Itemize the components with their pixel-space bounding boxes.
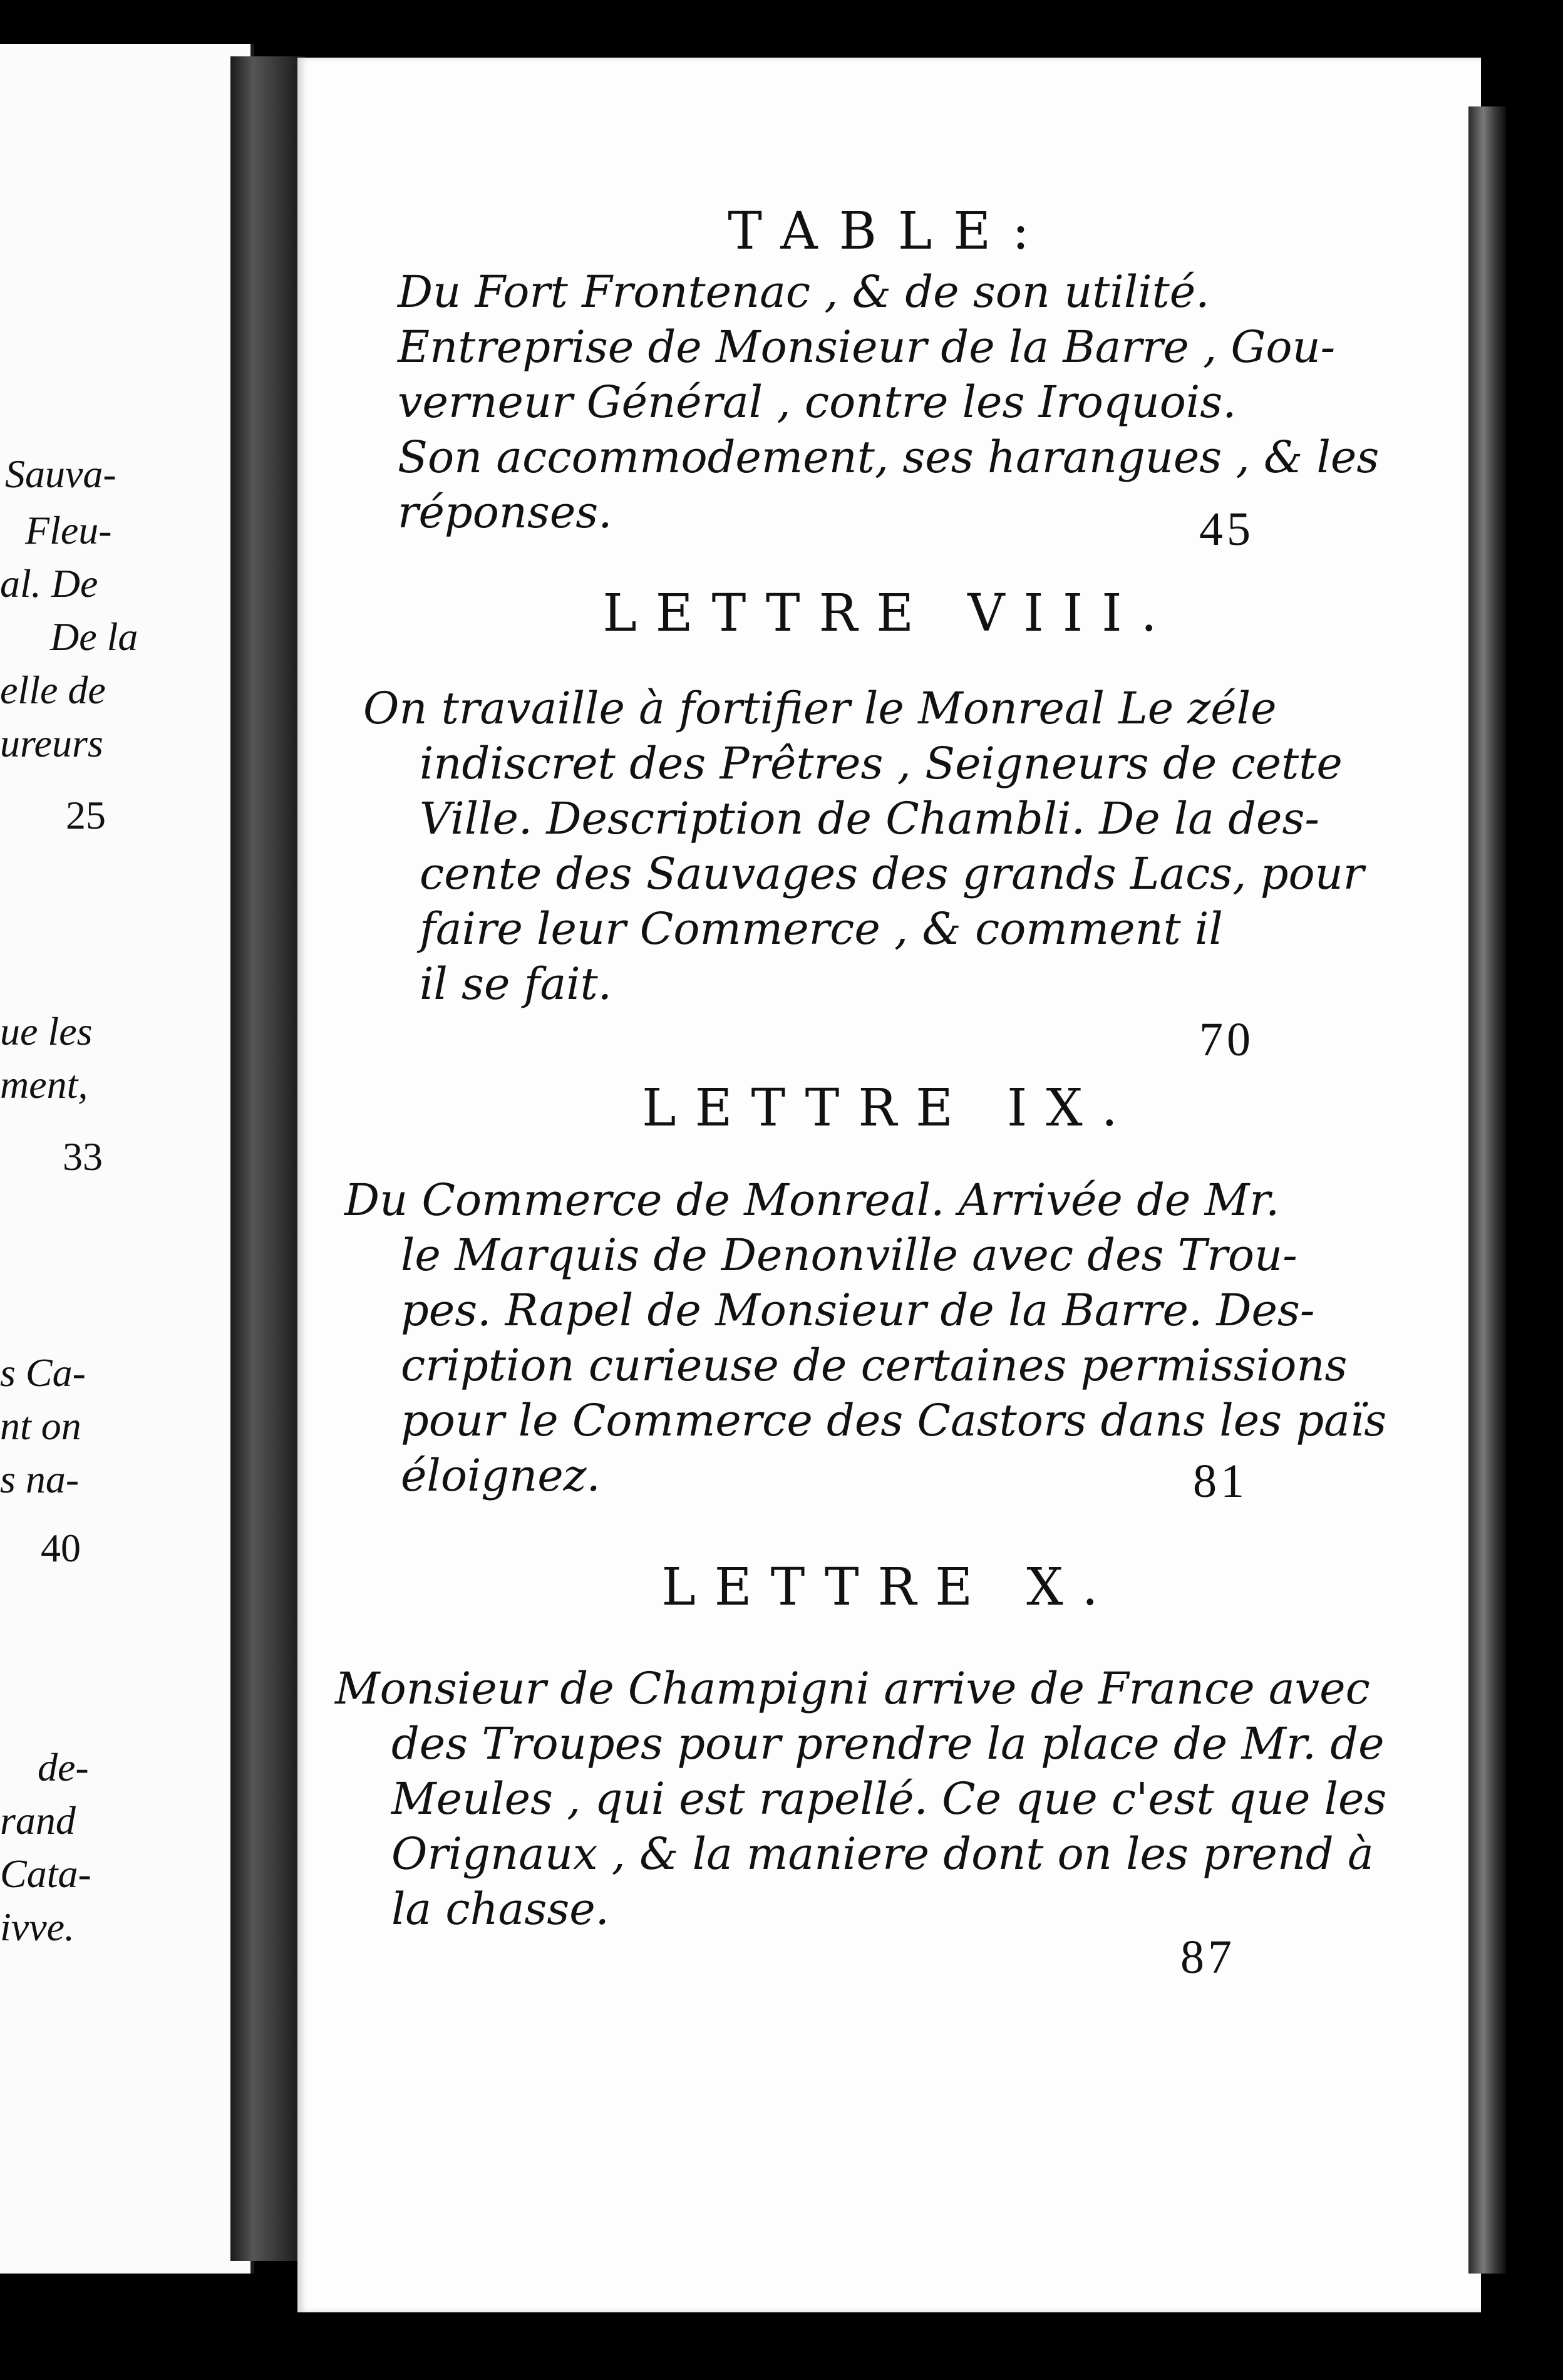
entry-line: Monsieur de Champigni arrive de France avec	[335, 1663, 1370, 1714]
left-fragment: ureurs	[0, 721, 103, 765]
entry-line: indiscret des Prêtres , Seigneurs de cette	[420, 738, 1343, 789]
left-fragment: nt on	[0, 1404, 81, 1448]
left-page	[0, 44, 254, 2274]
letter-heading: LETTRE X.	[661, 1558, 1117, 1617]
entry-line: faire leur Commerce , & comment il	[420, 903, 1223, 955]
left-fragment: Sauva-	[5, 452, 116, 496]
entry-line: Meules , qui est rapellé. Ce que c'est que les	[391, 1773, 1387, 1824]
left-fragment: Fleu-	[25, 508, 112, 552]
entry-line: pour le Commerce des Castors dans les païs	[401, 1395, 1387, 1446]
left-page-number: 40	[41, 1526, 81, 1570]
entry-line: éloignez.	[401, 1450, 601, 1501]
entry-line: la chasse.	[391, 1883, 609, 1935]
running-head: TABLE:	[728, 202, 1051, 261]
entry-line: cente des Sauvages des grands Lacs, pour	[420, 848, 1364, 899]
entry-line: Son accommodement, ses harangues , & les	[398, 432, 1380, 483]
left-fragment: s Ca-	[0, 1350, 86, 1395]
toc-entry	[398, 264, 1380, 540]
entry-line: cription curieuse de certaines permissions	[401, 1340, 1348, 1391]
page-edge	[1468, 106, 1506, 2274]
left-fragment: s na-	[0, 1457, 80, 1501]
toc-entry	[363, 681, 1364, 1011]
entry-line: pes. Rapel de Monsieur de la Barre. Des-	[401, 1285, 1315, 1336]
page-reference: 81	[1193, 1455, 1248, 1508]
entry-line: Orignaux , & la maniere dont on les prend à	[391, 1828, 1374, 1880]
left-fragment: elle de	[0, 668, 106, 712]
entry-line: réponses.	[398, 487, 612, 538]
page-reference: 70	[1199, 1013, 1254, 1066]
entry-line: Entreprise de Monsieur de la Barre , Gou-	[398, 321, 1336, 373]
left-fragment: De la	[50, 614, 138, 659]
letter-heading: LETTRE IX.	[642, 1079, 1137, 1138]
entry-line: On travaille à fortifier le Monreal Le zéle	[363, 683, 1277, 734]
entry-line: Ville. Description de Chambli. De la des-	[420, 793, 1320, 844]
entry-line: Du Commerce de Monreal. Arrivée de Mr.	[344, 1174, 1280, 1226]
right-page	[297, 58, 1481, 2312]
left-fragment: ue les	[0, 1009, 93, 1053]
left-page-number: 33	[63, 1134, 103, 1179]
letter-heading: LETTRE VIII.	[602, 584, 1176, 643]
left-fragment: de-	[38, 1745, 89, 1789]
book-gutter	[230, 56, 306, 2261]
left-fragment: Cata-	[0, 1851, 91, 1896]
entry-line: des Troupes pour prendre la place de Mr. de	[391, 1718, 1385, 1769]
page-reference: 87	[1180, 1931, 1235, 1984]
toc-entry	[335, 1661, 1387, 1937]
left-fragment: rand	[0, 1798, 76, 1843]
left-page-number: 25	[66, 793, 106, 837]
entry-line: le Marquis de Denonville avec des Trou-	[401, 1229, 1297, 1281]
left-fragment: ment,	[0, 1062, 88, 1107]
page-reference: 45	[1199, 503, 1254, 556]
entry-line: Du Fort Frontenac , & de son utilité.	[398, 266, 1210, 318]
entry-line: verneur Général , contre les Iroquois.	[398, 376, 1237, 428]
toc-entry	[344, 1172, 1387, 1503]
left-fragment: al. De	[0, 561, 98, 606]
entry-line: il se fait.	[420, 958, 612, 1010]
left-fragment: ivve.	[0, 1905, 75, 1949]
